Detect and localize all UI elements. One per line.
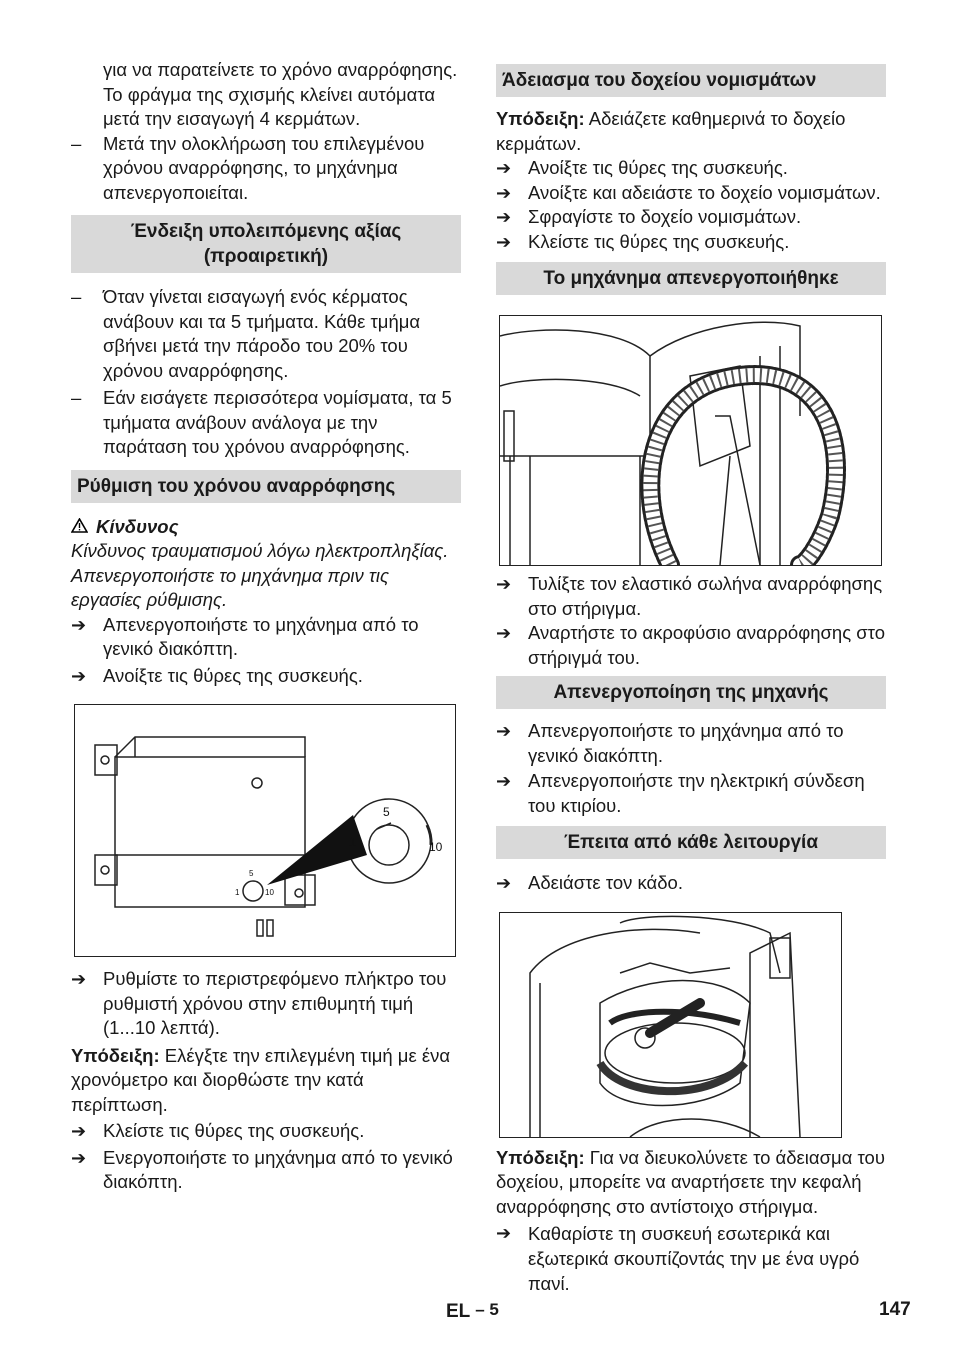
arrow-icon: ➔ (496, 721, 512, 741)
arrow-icon: ➔ (71, 1147, 87, 1168)
tank-figure (499, 912, 842, 1138)
list-item: ➔ Κλείστε τις θύρες της συσκευής. (71, 1119, 461, 1144)
hose-illustration (500, 316, 881, 565)
hose-figure (499, 315, 882, 566)
section-heading-machine-off: Το μηχάνημα απενεργοποιήθηκε (496, 262, 886, 295)
list-item: ➔ Ανοίξτε και αδειάστε το δοχείο νομισμάτων. (496, 181, 886, 206)
steps-list (71, 613, 461, 689)
note: Υπόδειξη: Αδειάζετε καθημερινά το δοχείο κερμάτων. (496, 108, 846, 154)
arrow-icon: ➔ (496, 574, 512, 594)
right-column (496, 64, 886, 1296)
note: Υπόδειξη: Για να διευκολύνετε το άδειασμα του δοχείου, μπορείτε να αναρτήσετε την κεφαλή αναρρόφησης στο αντίστοιχο στήριγμα. (496, 1146, 885, 1217)
list-item: ➔ Ανοίξτε τις θύρες της συσκευής. (496, 156, 886, 181)
warning-triangle-icon (71, 515, 88, 540)
section-heading-remaining-value: Ένδειξη υπολειπόμενης αξίας (προαιρετική) (71, 215, 461, 273)
arrow-icon: ➔ (496, 771, 512, 791)
arrow-icon: ➔ (71, 1121, 87, 1141)
timer-illustration (75, 705, 455, 956)
list-item: ➔ Αδειάστε τον κάδο. (496, 871, 886, 896)
steps-list (496, 719, 886, 818)
arrow-icon: ➔ (496, 873, 512, 893)
label-1: 1 (349, 835, 356, 849)
arrow-icon: ➔ (71, 665, 87, 686)
list-item: ➔ Αναρτήστε το ακροφύσιο αναρρόφησης στο στήριγμά του. (496, 622, 886, 668)
section-heading-empty-coin-box: Άδειασμα του δοχείου νομισμάτων (496, 64, 886, 97)
label-5: 5 (383, 805, 390, 819)
arrow-icon: ➔ (71, 614, 87, 635)
timer-figure (74, 704, 456, 957)
steps-list (496, 156, 886, 254)
list-item: ➔ Τυλίξτε τον ελαστικό σωλήνα αναρρόφησης στο στήριγμα. (496, 573, 883, 619)
arrow-icon: ➔ (496, 623, 512, 643)
svg-text:10: 10 (265, 888, 274, 897)
list-item: ➔ Σφραγίστε το δοχείο νομισμάτων. (496, 205, 886, 230)
list-item: ➔ Ρυθμίστε το περιστρεφόμενο πλήκτρο του ρυθμιστή χρόνου στην επιθυμητή τιμή (1...10 λεπτά). (71, 968, 447, 1038)
arrow-icon: ➔ (71, 969, 87, 989)
danger-block (71, 515, 461, 613)
steps-list (71, 1119, 461, 1195)
label-10: 10 (429, 840, 443, 854)
page-footer-label: EL – 5 (446, 1300, 499, 1322)
list-item: ➔ Απενεργοποιήστε την ηλεκτρική σύνδεση του κτιρίου. (496, 770, 865, 816)
left-column (71, 58, 461, 1195)
page-number: 147 (879, 1299, 911, 1320)
list-item: ➔ Ανοίξτε τις θύρες της συσκευής. (71, 664, 461, 689)
list-item: ➔ Ενεργοποιήστε το μηχάνημα από το γενικό διακόπτη. (71, 1146, 453, 1192)
steps-list (496, 572, 886, 670)
list-item: ➔ Απενεργοποιήστε το μηχάνημα από το γενικό διακόπτη. (71, 613, 419, 659)
danger-title: Κίνδυνος (71, 515, 461, 540)
arrow-icon: ➔ (496, 158, 512, 178)
arrow-icon: ➔ (496, 182, 512, 203)
list-item: – Όταν γίνεται εισαγωγή ενός κέρματος ανάβουν και τα 5 τμήματα. Κάθε τμήμα σβήνει μετά την πάροδο του 20% του χρόνου αναρρόφησης. (71, 286, 421, 381)
remaining-value-list (71, 285, 461, 460)
list-item: – Εάν εισάγετε περισσότερα νομίσματα, τα 5 τμήματα ανάβουν ανάλογα με την παράταση του χρόνου αναρρόφησης. (71, 387, 452, 457)
danger-text: Κίνδυνος τραυματισμού λόγω ηλεκτροπληξίας. Απενεργοποιήστε το μηχάνημα πριν τις εργασίες ρύθμισης. (71, 540, 449, 610)
tank-illustration (500, 913, 841, 1137)
arrow-icon: ➔ (496, 207, 512, 227)
list-item: ➔ Απενεργοποιήστε το μηχάνημα από το γενικό διακόπτη. (496, 720, 844, 766)
svg-text:5: 5 (249, 869, 254, 878)
section-heading-suction-time: Ρύθμιση του χρόνου αναρρόφησης (71, 470, 461, 503)
list-item: – Μετά την ολοκλήρωση του επιλεγμένου χρόνου αναρρόφησης, το μηχάνημα απενεργοποιείται. (71, 132, 425, 203)
intro-paragraph: για να παρατείνετε το χρόνο αναρρόφησης. Το φράγμα της σχισμής κλείνει αυτόματα μετά την εισαγωγή 4 κερμάτων. (103, 59, 458, 129)
arrow-icon: ➔ (496, 231, 512, 252)
list-item: ➔ Καθαρίστε τη συσκευή εσωτερικά και εξωτερικά σκουπίζοντάς την με ένα υγρό πανί. (496, 1223, 860, 1294)
arrow-icon: ➔ (496, 1223, 512, 1243)
section-heading-shutdown: Απενεργοποίηση της μηχανής (496, 676, 886, 709)
svg-text:1: 1 (235, 888, 240, 897)
list-item: ➔ Κλείστε τις θύρες της συσκευής. (496, 230, 886, 255)
dash-marker: – (71, 132, 82, 154)
note: Υπόδειξη: Ελέγξτε την επιλεγμένη τιμή με ένα χρονόμετρο και διορθώστε την κατά περίπτωση. (71, 1044, 451, 1115)
section-heading-after-operation: Έπειτα από κάθε λειτουργία (496, 826, 886, 859)
